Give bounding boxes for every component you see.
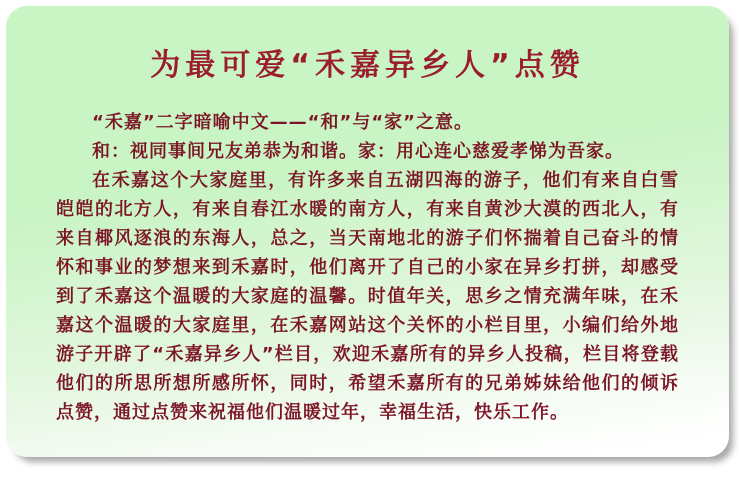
paragraph-meaning: 和：视同事间兄友弟恭为和谐。家：用心连心慈爱孝悌为吾家。 [92,141,624,162]
article-body [56,108,679,427]
paragraph-intro: “禾嘉”二字暗喻中文——“和”与“家”之意。 [92,112,473,133]
announcement-card [6,6,729,457]
page-title: 为最可爱“禾嘉异乡人”点赞 [150,48,585,83]
paragraph-main: 在禾嘉这个大家庭里，有许多来自五湖四海的游子，他们有来自白雪皑皑的北方人，有来自春江水暖的南方人，有来自黄沙大漠的西北人，有来自椰风逐浪的东海人，总之，当天南地北的游子们怀揣着自己奋斗的情怀和事业的梦想来到禾嘉时，他们离开了自己的小家在异乡打拼，却感受到了禾嘉这个温暖的大家庭的温馨。时值年关，思乡之情充满年味，在禾嘉这个温暖的大家庭里，在禾嘉网站这个关怀的小栏目里，小编们给外地游子开辟了“禾嘉异乡人”栏目，欢迎禾嘉所有的异乡人投稿，栏目将登载他们的所思所想所感所怀，同时，希望禾嘉所有的兄弟姊妹给他们的倾诉点赞，通过点赞来祝福他们温暖过年，幸福生活，快乐工作。 [56,170,679,423]
